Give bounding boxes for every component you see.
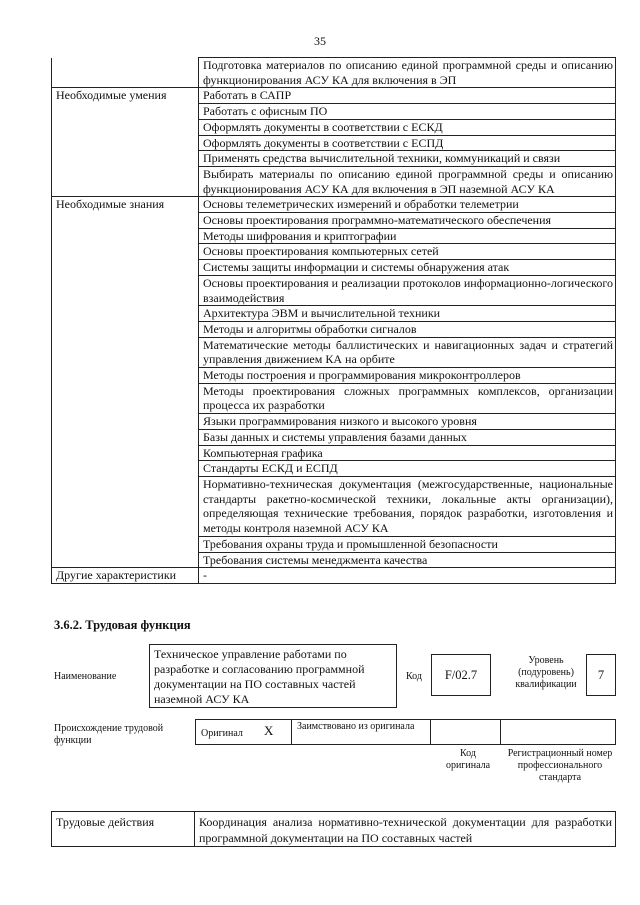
original-mark: X [264, 723, 274, 738]
table-row [52, 337, 616, 367]
row-value: Языки программирования низкого и высокого уровня [199, 414, 616, 430]
original-label: Оригинал [201, 728, 243, 739]
row-value: Основы проектирования компьютерных сетей [199, 244, 616, 260]
table-row [52, 260, 616, 276]
row-value: Основы проектирования и реализации протоколов информационно-логического взаимодействия [199, 275, 616, 305]
function-name-value: Техническое управление работами по разработке и согласованию программной документации на ПО составных частей наземной АСУ КА [149, 644, 397, 708]
row-value: Компьютерная графика [199, 445, 616, 461]
row-label [52, 228, 199, 244]
table-row [52, 368, 616, 384]
table-row [52, 88, 616, 104]
table-row [52, 429, 616, 445]
row-value: Математические методы баллистических и навигационных задач и стратегий управления движением КА на орбите [199, 337, 616, 367]
row-label [52, 536, 199, 552]
row-label [52, 461, 199, 477]
row-label [52, 337, 199, 367]
table-row [52, 321, 616, 337]
table-row [52, 445, 616, 461]
row-label: Необходимые знания [52, 197, 199, 213]
row-value: Оформлять документы в соответствии с ЕСПД [199, 135, 616, 151]
table-row [52, 275, 616, 305]
row-value: - [199, 568, 616, 584]
row-label [52, 275, 199, 305]
row-label [52, 104, 199, 120]
table-row [52, 119, 616, 135]
level-label: Уровень (подуровень) квалификации [515, 655, 577, 690]
row-value: Нормативно-техническая документация (межгосударственные, национальные стандарты ракетно-космической техники, локальные акты организации), определяющая технические требования, порядок разработки, изготовления и методы контроля наземной АСУ КА [199, 476, 616, 536]
row-label [52, 260, 199, 276]
row-value: Требования охраны труда и промышленной безопасности [199, 536, 616, 552]
table-row [52, 166, 616, 196]
labour-actions-table [51, 811, 616, 847]
row-value: Работать в САПР [199, 88, 616, 104]
row-label [52, 445, 199, 461]
row-label [52, 119, 199, 135]
borrowed-label: Заимствовано из оригинала [297, 721, 415, 732]
row-label [52, 321, 199, 337]
table-row [52, 228, 616, 244]
row-label [52, 151, 199, 167]
row-label [52, 368, 199, 384]
row-label [52, 244, 199, 260]
row-label: Другие характеристики [52, 568, 199, 584]
row-value: Методы шифрования и криптографии [199, 228, 616, 244]
row-value: Базы данных и системы управления базами данных [199, 429, 616, 445]
origin-divider [430, 719, 431, 745]
code-label: Код [406, 671, 422, 682]
origin-divider [291, 719, 292, 745]
skills-knowledge-table [51, 57, 616, 584]
table-row [52, 568, 616, 584]
code-original-caption: Код оригинала [445, 748, 491, 771]
table-row [52, 414, 616, 430]
row-label [52, 166, 199, 196]
row-label [52, 429, 199, 445]
row-value: Основы телеметрических измерений и обработки телеметрии [199, 197, 616, 213]
table-row [52, 197, 616, 213]
row-value: Архитектура ЭВМ и вычислительной техники [199, 306, 616, 322]
level-value: 7 [586, 654, 616, 696]
table-row [52, 536, 616, 552]
row-label [52, 135, 199, 151]
table-row [52, 135, 616, 151]
table-row [52, 58, 616, 88]
origin-label: Происхождение трудовой функции [54, 723, 164, 746]
table-row [52, 104, 616, 120]
row-value: Применять средства вычислительной техники, коммуникаций и связи [199, 151, 616, 167]
row-label [52, 58, 199, 88]
page-number: 35 [314, 34, 326, 48]
name-label: Наименование [54, 671, 117, 682]
row-value: Основы проектирования программно-математического обеспечения [199, 213, 616, 229]
table-row [52, 461, 616, 477]
row-label: Необходимые умения [52, 88, 199, 104]
section-title: 3.6.2. Трудовая функция [54, 618, 191, 632]
row-value: Требования системы менеджмента качества [199, 552, 616, 568]
row-value: Работать с офисным ПО [199, 104, 616, 120]
table-row [52, 151, 616, 167]
origin-divider [500, 719, 501, 745]
table-row [52, 213, 616, 229]
row-label [52, 306, 199, 322]
row-value: Выбирать материалы по описанию единой программной среды и описанию функционирования АСУ КА для включения в ЭП наземной АСУ КА [199, 166, 616, 196]
table-row [52, 476, 616, 536]
row-value: Стандарты ЕСКД и ЕСПД [199, 461, 616, 477]
row-label [52, 383, 199, 413]
row-label [52, 476, 199, 536]
row-label [52, 414, 199, 430]
row-value: Методы и алгоритмы обработки сигналов [199, 321, 616, 337]
actions-label: Трудовые действия [52, 812, 195, 847]
row-value: Системы защиты информации и системы обнаружения атак [199, 260, 616, 276]
row-label [52, 552, 199, 568]
row-value: Оформлять документы в соответствии с ЕСКД [199, 119, 616, 135]
table-row [52, 306, 616, 322]
row-label [52, 213, 199, 229]
reg-number-caption: Регистрационный номер профессионального стандарта [507, 748, 613, 783]
actions-value: Координация анализа нормативно-технической документации для разработки программной документации на ПО составных частей [195, 812, 616, 847]
function-code-value: F/02.7 [431, 654, 491, 696]
table-row [52, 244, 616, 260]
row-value: Подготовка материалов по описанию единой программной среды и описанию функционирования АСУ КА для включения в ЭП [199, 58, 616, 88]
table-row [52, 383, 616, 413]
row-value: Методы проектирования сложных программных комплексов, организации процесса их разработки [199, 383, 616, 413]
row-value: Методы построения и программирования микроконтроллеров [199, 368, 616, 384]
table-row [52, 552, 616, 568]
